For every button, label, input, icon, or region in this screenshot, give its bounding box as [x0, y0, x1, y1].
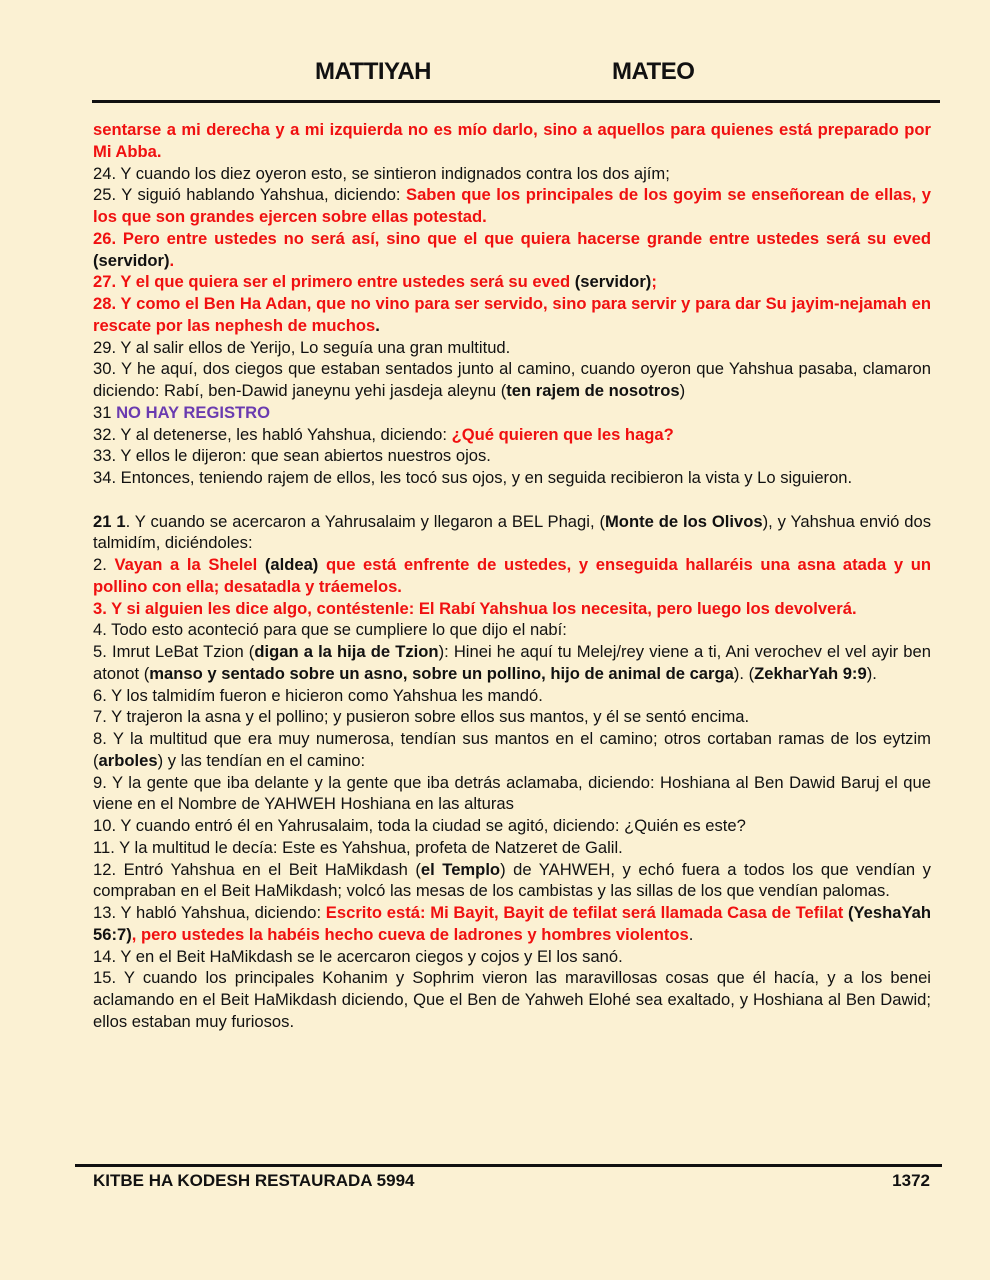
bold-gloss: arboles: [98, 750, 158, 770]
verse-paragraph: [93, 424, 931, 446]
verse-paragraph: [93, 619, 931, 641]
verse-paragraph: [93, 293, 931, 337]
spoken-words-red: ;: [651, 272, 657, 292]
verse-paragraph: [93, 902, 931, 946]
verse-text: 33. Y ellos le dijeron: que sean abiertos nuestros ojos.: [93, 446, 491, 466]
page-number: 1372: [892, 1171, 930, 1190]
verse-paragraph: [93, 228, 931, 272]
verse-paragraph: [93, 358, 931, 402]
bold-gloss: ten rajem de nosotros: [506, 381, 680, 400]
verse-text: . Y cuando se acercaron a Yahrusalaim y llegaron a BEL Phagi, (: [125, 511, 605, 531]
verse-paragraph: [93, 184, 931, 228]
bold-gloss: Monte de los Olivos: [604, 511, 763, 531]
verse-text: 12. Entró Yahshua en el Beit HaMikdash (: [93, 859, 421, 879]
footer-book-name: KITBE HA KODESH RESTAURADA 5994: [93, 1171, 415, 1190]
verse-paragraph: [93, 511, 931, 555]
verse-text: ), y Yahshua envió dos talmidím, diciéndoles:: [93, 511, 932, 553]
verse-text: 25. Y siguió hablando Yahshua, diciendo:: [93, 185, 407, 205]
verse-text: 13. Y habló Yahshua, diciendo:: [93, 903, 326, 922]
verse-text: 34. Entonces, teniendo rajem de ellos, les tocó sus ojos, y en seguida recibieron la vista y Lo siguieron.: [93, 468, 853, 487]
header-book-title-hebrew: MATTIYAH: [315, 58, 431, 85]
spoken-words-red: , pero ustedes la habéis hecho cueva de ladrones y hombres violentos: [131, 924, 689, 944]
spoken-words-red: Vayan a la Shelel: [114, 555, 265, 574]
verse-paragraph: [93, 728, 931, 772]
verse-paragraph: [93, 445, 931, 467]
verse-paragraph: [93, 598, 931, 620]
footer-divider: [75, 1164, 942, 1167]
verse-paragraph: [93, 641, 931, 685]
verse-paragraph: [93, 967, 931, 1032]
verse-text: 2.: [93, 555, 115, 574]
spoken-words-red: sentarse a mi derecha y a mi izquierda no es mío darlo, sino a aquellos para quienes está preparado por Mi Abba.: [93, 120, 931, 161]
verse-text: ) y las tendían en el camino:: [157, 750, 366, 770]
verse-text: 4. Todo esto aconteció para que se cumpliere lo que dijo el nabí:: [93, 620, 567, 640]
verse-text: 32. Y al detenerse, les habló Yahshua, diciendo:: [93, 424, 452, 444]
verse-paragraph: [93, 402, 931, 424]
spoken-words-red: .: [169, 250, 175, 270]
verse-text: 7. Y trajeron la asna y el pollino; y pusieron sobre ellos sus mantos, y él se sentó encima.: [93, 707, 750, 727]
verse-text: ).: [866, 663, 877, 683]
bold-gloss: manso y sentado sobre un asno, sobre un pollino, hijo de animal de carga: [149, 663, 734, 683]
verse-paragraph: [93, 271, 931, 293]
verse-paragraph: [93, 706, 931, 728]
verse-text: 30. Y he aquí, dos ciegos que estaban sentados junto al camino, cuando oyeron que Yahshua pasaba, clamaron diciendo: Rabí, ben-Dawid janeynu yehi jasdeja aleynu (: [93, 359, 931, 400]
bold-gloss: 21 1: [93, 511, 126, 531]
verse-paragraph: [93, 772, 931, 816]
verse-paragraph: [93, 554, 931, 598]
spoken-words-red: 3. Y si alguien les dice algo, contéstenle: El Rabí Yahshua los necesita, pero luego los devolverá.: [93, 598, 857, 618]
header-divider: [92, 100, 940, 103]
verse-paragraph: [93, 859, 931, 903]
blank-line: [93, 489, 931, 511]
verse-paragraph: [93, 119, 931, 163]
page-body-text: [93, 119, 931, 1033]
spoken-words-red: que está enfrente de ustedes, y enseguida hallaréis una asna atada y un pollino con ella; desatadla y tráemelos.: [93, 555, 931, 596]
verse-text: 10. Y cuando entró él en Yahrusalaim, toda la ciudad se agitó, diciendo: ¿Quién es este?: [93, 816, 746, 835]
verse-text: .: [688, 924, 694, 944]
verse-text: 29. Y al salir ellos de Yerijo, Lo seguía una gran multitud.: [93, 337, 511, 357]
bold-gloss: el Templo: [420, 859, 501, 879]
verse-paragraph: [93, 467, 931, 489]
verse-text: ) de YAHWEH, y echó fuera a todos los que vendían y compraban en el Beit HaMikdash; volcó las mesas de los cambistas y las sillas de los que vendían palomas.: [93, 859, 931, 901]
verse-paragraph: [93, 946, 931, 968]
bold-gloss: digan a la hija de Tzion: [254, 642, 439, 661]
bold-gloss: (servidor): [574, 272, 652, 292]
verse-paragraph: [93, 815, 931, 837]
verse-text: 14. Y en el Beit HaMikdash se le acercaron ciegos y cojos y El los sanó.: [93, 946, 623, 966]
verse-paragraph: [93, 685, 931, 707]
verse-paragraph: [93, 837, 931, 859]
verse-text: 11. Y la multitud le decía: Este es Yahshua, profeta de Natzeret de Galil.: [93, 837, 623, 857]
header-book-title-spanish: MATEO: [612, 58, 695, 85]
bold-gloss: (aldea): [264, 555, 319, 574]
verse-text: 24. Y cuando los diez oyeron esto, se sintieron indignados contra los dos ajím;: [93, 163, 670, 183]
verse-text: 31: [93, 402, 117, 422]
spoken-words-red: Escrito está: Mi Bayit, Bayit de tefilat será llamada Casa de Tefilat: [325, 903, 848, 922]
verse-paragraph: [93, 163, 931, 185]
verse-text: 15. Y cuando los principales Kohanim y Sophrim vieron las maravillosas cosas que él hacía, y a los benei aclamando en el Beit HaMikdash diciendo, Que el Ben de Yahweh Elohé sea exaltado, y Hoshiana al Ben Dawid; ellos estaban muy furiosos.: [93, 968, 931, 1031]
verse-text: ): [679, 381, 686, 400]
spoken-words-red: 27. Y el que quiera ser el primero entre ustedes será su eved: [93, 272, 575, 292]
spoken-words-red: Saben que los principales de los goyim se enseñorean de ellas, y los que son grandes ejercen sobre ellas potestad.: [93, 185, 931, 226]
verse-text: 9. Y la gente que iba delante y la gente que iba detrás aclamaba, diciendo: Hoshiana al Ben Dawid Baruj el que viene en el Nombre de YAHWEH Hoshiana en las alturas: [93, 772, 931, 814]
verse-text: 6. Y los talmidím fueron e hicieron como Yahshua les mandó.: [93, 685, 543, 705]
bold-gloss: (YeshaYah 56:7): [93, 903, 931, 944]
bold-gloss: .: [375, 315, 380, 335]
spoken-words-red: 26. Pero entre ustedes no será así, sino que el que quiera hacerse grande entre ustedes será su eved: [93, 228, 931, 248]
spoken-words-red: ¿Qué quieren que les haga?: [451, 424, 674, 444]
bold-gloss: ZekharYah 9:9: [754, 663, 867, 683]
verse-text: 5. Imrut LeBat Tzion (: [93, 642, 255, 661]
spoken-words-red: 28. Y como el Ben Ha Adan, que no vino para ser servido, sino para servir y para dar Su jayim-nejamah en rescate por las nephesh de muchos: [93, 294, 931, 335]
verse-paragraph: [93, 337, 931, 359]
no-record-note: NO HAY REGISTRO: [116, 402, 271, 422]
verse-text: ). (: [733, 663, 755, 683]
bold-gloss: (servidor): [93, 250, 170, 270]
verse-text: ): Hinei he aquí tu Melej/rey viene a ti, Ani verochev el vel ayir ben atonot (: [93, 642, 931, 683]
verse-text: 8. Y la multitud que era muy numerosa, tendían sus mantos en el camino; otros cortaban ramas de los eytzim (: [93, 729, 931, 770]
